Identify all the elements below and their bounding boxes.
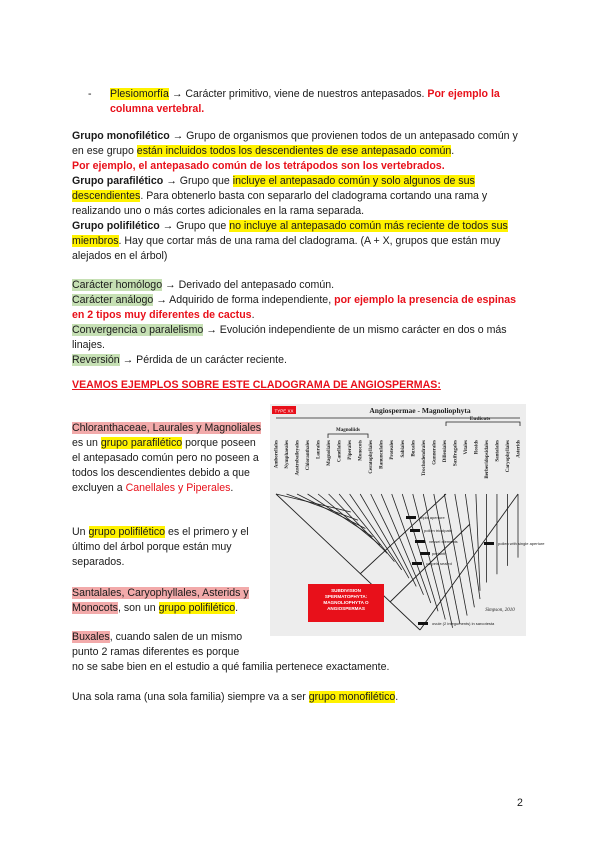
example-buxales-cont: no se sabe bien en el estudio a qué familia pertenece exactamente. [72,661,390,673]
polifiletico-paragraph [72,219,527,264]
tree-branch [276,494,351,512]
definitions-block [72,129,527,264]
taxon-label: Rosids [474,440,480,455]
taxon-label: Piperales [348,440,354,460]
example-parafiletico [72,421,262,496]
monofiletico-text: → Grupo de organismos que provienen todos de un antepasado común y en ese grupo [72,130,518,157]
example-monofiletico [72,690,527,705]
example-monofiletico-text: Una sola rama (una sola familia) siempre va a ser [72,691,309,703]
taxon-label: Sabiales [400,440,406,458]
taxon-label: Gunnerales [432,440,438,465]
taxon-label: Vitales [463,440,469,455]
example-buxales [72,630,262,660]
taxon-label: Proteales [390,440,396,460]
example-polifiletico-1-text: es el primero y el último del árbol porque están muy separados. [72,526,249,568]
parafiletico-term: Grupo parafilético [72,175,164,187]
char-label-1: triple aperture [420,515,445,520]
monofiletico-highlight: están incluidos todos los descendientes de ese antepasado común [136,145,452,157]
taxon-label: Trochodendrales [421,440,427,476]
section-heading: VEAMOS EJEMPLOS SOBRE ESTE CLADOGRAMA DE ANGIOSPERMAS: [72,379,441,391]
example-polifiletico-2-text: , son un [117,602,159,614]
taxon-label: Laurales [316,440,322,459]
plesiomorfia-paragraph [110,87,520,117]
parafiletico-text: → Grupo que [163,175,233,187]
analogo-definition: → Adquirido de forma independiente, [153,294,335,306]
taxon-label: Chloranthales [306,440,312,471]
char-label-7: ovule (2 integuments) in sarcotesta [432,621,495,626]
polifiletico-end: . Hay que cortar más de una rama del cladograma. (A + X, grupos que están muy alejados en el árbol) [72,235,501,262]
monofiletico-term: Grupo monofilético [72,130,170,142]
characters-block [72,278,527,368]
char-label-2: pollen tricolpate [424,528,453,533]
parafiletico-highlight: incluye el antepasado común y solo algunos de sus descendientes [72,175,475,202]
parafiletico-end: . Para obtenerlo basta con separarlo del cladograma cortando una rama y realizando uno o más cortes adicionales en la rama separada. [72,190,488,217]
taxon-label: Magnoliales [327,440,333,466]
tree-branch [339,494,394,562]
example-polifiletico-2-end: . [235,602,239,614]
reversion-definition: → Pérdida de un carácter reciente. [119,354,287,366]
example-parafiletico-end: . [230,482,234,494]
monofiletico-paragraph [72,129,527,174]
example-polifiletico-1-group: grupo polifilético [88,526,166,538]
taxon-label: Monocots [358,440,364,461]
homologo-paragraph [72,278,527,293]
cladogram-figure [270,404,545,636]
taxa-labels [275,440,522,479]
analogo-end: . [251,309,255,321]
bullet-dash: - [88,88,92,100]
reversion-term: Reversión [72,354,120,366]
example-polifiletico-1 [72,525,262,570]
analogo-example: por ejemplo la presencia de espinas en 2 tipos muy diferentes de cactus [72,294,517,321]
example-buxales-text: , cuando salen de un mismo punto 2 ramas diferentes es porque [72,631,243,658]
example-parafiletico-text2: porque poseen el antepasado común pero no poseen a todos los descendientes debido a que excluyen a [72,437,259,494]
homologo-term: Carácter homólogo [72,279,163,291]
taxon-label: Ranunculales [379,440,385,469]
tree-branch [444,494,467,616]
example-polifiletico-2-group: grupo polifilético [158,602,236,614]
plesiomorfia-example: Por ejemplo la columna vertebral. [110,88,500,115]
figure-title: Angiospermae - Magnoliophyta [369,406,471,415]
example-buxales-term: Buxales [72,631,110,643]
taxon-label: Caryophyllales [505,440,511,473]
cladogram-svg [270,404,545,636]
character-bar-4 [420,552,430,555]
character-bar-2 [410,529,420,532]
example-polifiletico-1-pre: Un [72,526,89,538]
tree-branch [371,494,417,586]
tree-branch [413,494,446,620]
char-label-3: vessel elements [429,539,458,544]
red-label-text: SUBDIVISION SPERMATOPHYTA: MAGNOLIOPHYTA O ANGIOSPERMAS [323,588,369,611]
plesiomorfia-definition: → Carácter primitivo, viene de nuestros antepasados. [168,88,428,100]
homologo-definition: → Derivado del antepasado común. [162,279,335,291]
character-bar-3 [415,540,425,543]
tree-branch [381,494,423,595]
reversion-paragraph [72,353,527,368]
taxon-label: Canellales [337,440,343,462]
convergencia-definition: → Evolución independiente de un mismo carácter en dos o más linajes. [72,324,507,351]
parafiletico-paragraph [72,174,527,219]
taxon-label: Saxifragales [453,440,459,467]
char-label-5: carpels sealed [426,561,452,566]
character-bar-6 [484,542,494,545]
example-monofiletico-end: . [395,691,399,703]
taxon-label: Asterids [516,440,522,458]
character-bar-1 [406,516,416,519]
figure-credit: Simpson, 2010 [485,608,515,613]
example-monofiletico-group: grupo monofilético [308,691,396,703]
figure-tag: TYPE XX [274,408,294,414]
taxon-label: Buxales [411,440,417,457]
example-polifiletico-2 [72,586,262,616]
analogo-term: Carácter análogo [72,294,154,306]
tree-branch [360,494,409,578]
taxon-label: Austrobaileyales [295,440,301,476]
example-parafiletico-group: grupo parafilético [100,437,183,449]
taxon-label: Dilleniales [442,440,448,463]
character-bar-5 [412,562,422,565]
example-polifiletico-2-taxa: Santalales, Caryophyllales, Asterids y Monocots [72,587,249,614]
polifiletico-term: Grupo polifilético [72,220,160,232]
magnoliids-bracket [328,434,368,438]
example-parafiletico-text1: es un [72,437,101,449]
plesiomorfia-term: Plesiomorfía [110,88,169,100]
convergencia-term: Convergencia o paralelismo [72,324,204,336]
taxon-label: Amborellales [274,440,280,469]
example-parafiletico-taxa: Chloranthaceae, Laurales y Magnoliales [72,422,262,434]
red-label-container [310,588,382,620]
char-label-6: pollen with single aperture [498,541,545,546]
taxon-label: Berberidopsidales [484,440,490,479]
char-label-4: perianth [432,551,447,556]
polifiletico-highlight: no incluye al antepasado común más reciente de todos sus miembros [72,220,508,247]
monofiletico-example: Por ejemplo, el antepasado común de los tetrápodos son los vertebrados. [72,160,445,172]
monofiletico-end: . [451,145,455,157]
convergencia-paragraph [72,323,527,353]
analogo-paragraph [72,293,527,323]
taxon-label: Santalales [495,440,501,462]
tree-branch [350,494,402,570]
eudicots-label: Eudicots [469,416,491,422]
magnoliids-label: Magnoliids [336,428,360,433]
page-number: 2 [517,797,523,809]
eudicots-bracket [446,422,520,426]
character-bar-7 [418,622,428,625]
taxon-label: Ceratophyllales [369,440,375,474]
taxon-label: Nymphaeales [285,440,291,469]
tree-branch [329,494,388,553]
example-parafiletico-excluded: Canellales y Piperales [125,482,231,494]
tree-branch [308,494,373,537]
tree-branch [455,494,475,607]
tree-branch [318,494,380,545]
polifiletico-text: → Grupo que [159,220,230,232]
